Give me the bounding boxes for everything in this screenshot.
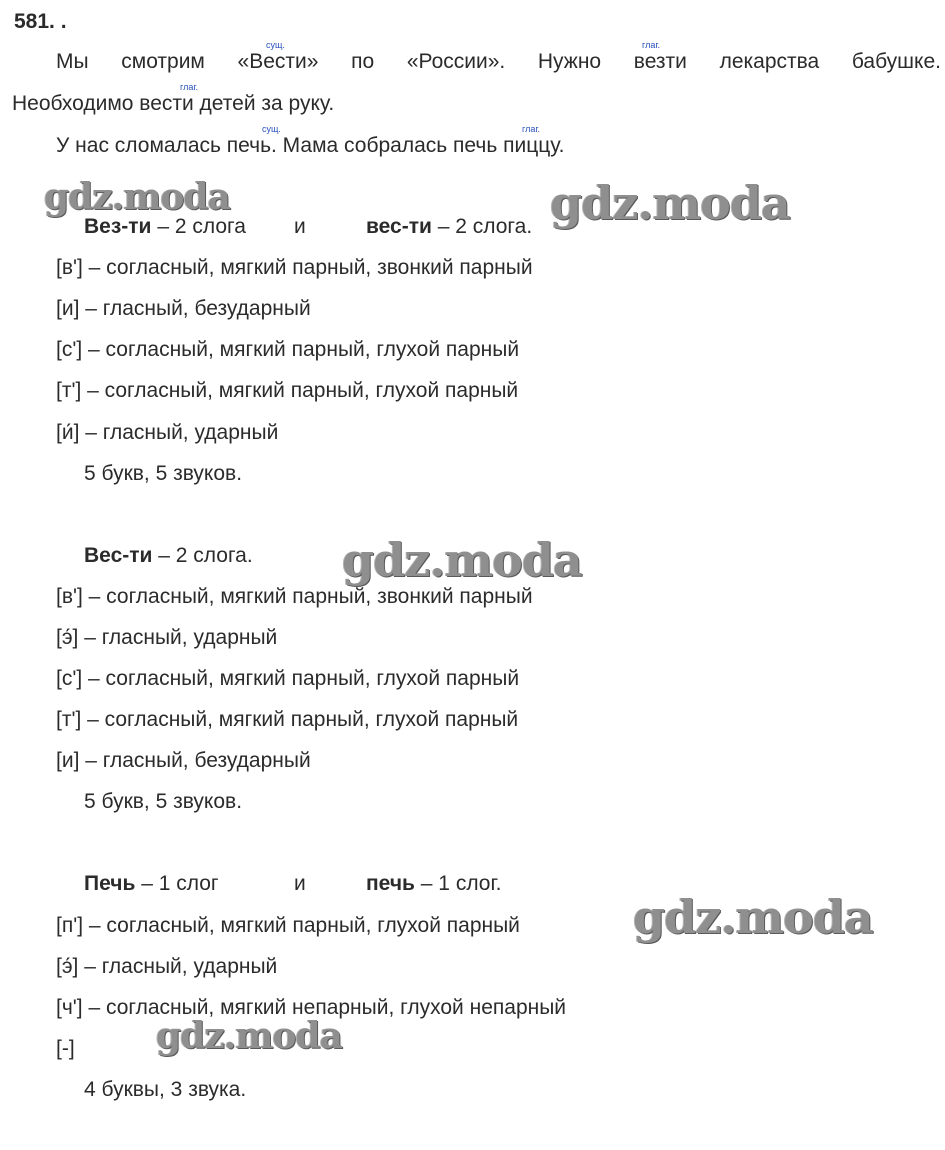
heading-rest: – 2 слога. [431,215,533,238]
sound-line: [п'] – согласный, мягкий парный, глухой парный [56,914,520,937]
sound-line: [ч'] – согласный, мягкий непарный, глухой непарный [56,996,567,1019]
sound-line: [в'] – согласный, мягкий парный, звонкий парный [56,256,533,279]
annotation-noun: сущ. [262,124,281,134]
section-2-summary: 5 букв, 5 звуков. [84,790,243,813]
word: Нужно [537,50,602,73]
heading-word: Вес-ти [84,544,153,567]
word: «России». [406,50,506,73]
word: смотрим [121,50,205,73]
annotation-verb: глаг. [180,82,199,92]
sound-line: [э́] – гласный, ударный [56,626,278,649]
watermark: gdz.moda [550,176,790,230]
heading-rest: – 2 слога [151,215,246,238]
watermark: gdz.moda [633,890,873,944]
word: везти [633,50,687,73]
annotation-verb: глаг. [642,40,661,50]
heading-word: Вез-ти [84,215,152,238]
heading-word: Печь [84,872,136,895]
sound-line: [с'] – согласный, мягкий парный, глухой парный [56,667,520,690]
watermark: gdz.moda [44,176,230,218]
sound-line: [и] – гласный, безударный [56,749,311,772]
intro-line-3: У нас сломалась печь. Мама собралась печь пиццу. [56,134,565,157]
section-1-heading-left [84,215,246,239]
section-2-heading [84,544,253,568]
word: по [351,50,375,73]
intro-line-2: Необходимо вести детей за руку. [12,92,335,115]
sound-line: [т'] – согласный, мягкий парный, глухой парный [56,379,519,402]
heading-word: вес-ти [366,215,432,238]
heading-rest: – 1 слог. [414,872,502,895]
sound-line: [-] [56,1037,75,1060]
section-1-summary: 5 букв, 5 звуков. [84,462,243,485]
section-3-heading-left [84,872,219,896]
exercise-number: 581. . [14,10,67,33]
intro-line-1 [56,50,941,74]
sound-line: [в'] – согласный, мягкий парный, звонкий парный [56,585,533,608]
section-3-conjunction: и [294,872,306,895]
section-1-conjunction: и [294,215,306,238]
sound-line: [и́] – гласный, ударный [56,421,279,444]
watermark: gdz.moda [156,1015,342,1057]
annotation-verb: глаг. [522,124,541,134]
section-1-heading-right [366,215,532,239]
sound-line: [и] – гласный, безударный [56,297,311,320]
word: лекарства [719,50,820,73]
word: «Вести» [237,50,319,73]
heading-rest: – 2 слога. [152,544,253,567]
section-3-summary: 4 буквы, 3 звука. [84,1078,247,1101]
heading-rest: – 1 слог [135,872,219,895]
word: бабушке. [851,50,941,73]
annotation-noun: сущ. [266,40,285,50]
sound-line: [э́] – гласный, ударный [56,955,278,978]
sound-line: [с'] – согласный, мягкий парный, глухой парный [56,338,520,361]
section-3-heading-right [366,872,501,896]
watermark: gdz.moda [342,533,582,587]
word: Мы [56,50,89,73]
heading-word: печь [366,872,415,895]
sound-line: [т'] – согласный, мягкий парный, глухой парный [56,708,519,731]
